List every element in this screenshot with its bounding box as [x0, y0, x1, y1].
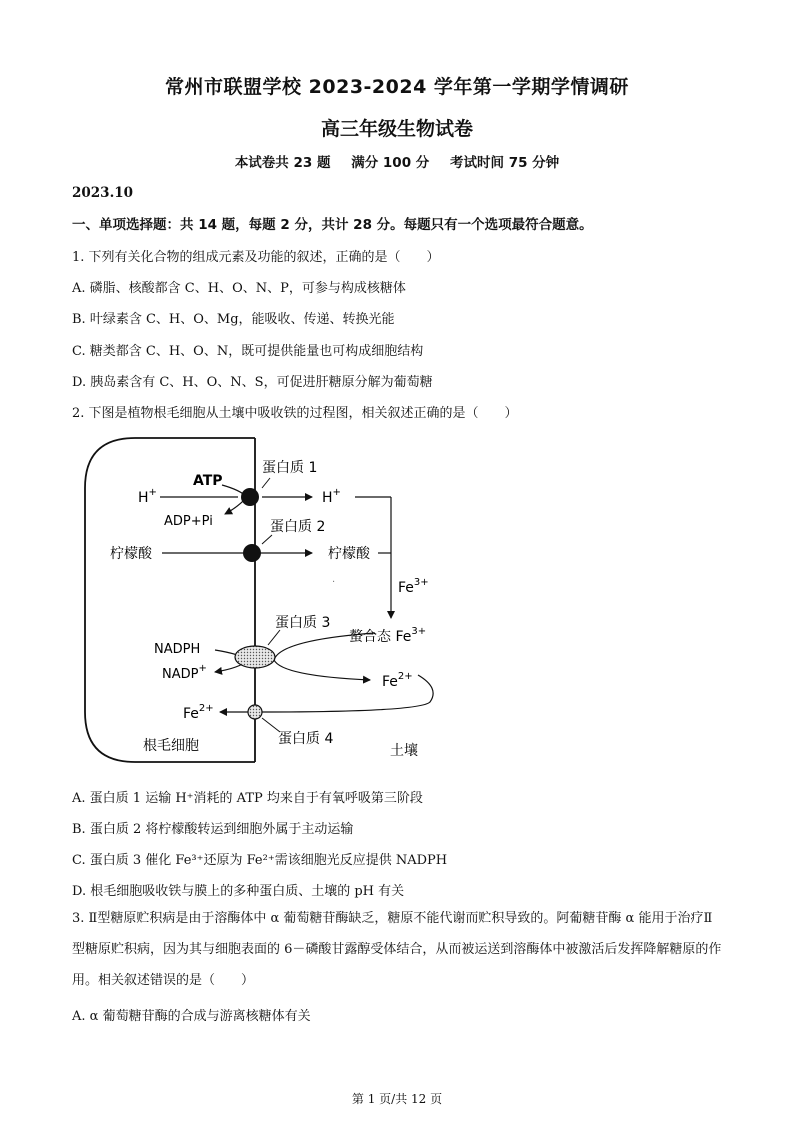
protein-3-reductase	[235, 646, 275, 668]
adp-pi-label: ADP+Pi	[164, 514, 213, 529]
atp-label: ATP	[193, 473, 223, 489]
cell-outline	[85, 438, 255, 762]
protein-4-transporter	[248, 705, 262, 719]
q3-stem: 3. Ⅱ型糖原贮积病是由于溶酶体中 α 葡萄糖苷酶缺乏，糖原不能代谢而贮积导致的。阿葡糖苷酶 α 能用于治疗Ⅱ型糖原贮积病，因为其与细胞表面的 6－磷酸甘露醇受体结合，从而被运送到溶酶体中被激活后发挥降解糖原的作用。相关叙述错误的是（ ）	[72, 911, 722, 988]
fe3-ion-label: $Fe^{3+}$	[398, 577, 429, 596]
chelated-fe3-label: 螯合态 $Fe^{3+}$	[349, 626, 427, 645]
info-time: 考试时间 75 分钟	[450, 155, 560, 171]
section-heading: 一、单项选择题：共 14 题，每题 2 分，共计 28 分。每题只有一个选项最符合题意。	[72, 217, 593, 233]
q2-stem: 2. 下图是植物根毛细胞从土壤中吸收铁的过程图，相关叙述正确的是（ ）	[72, 406, 518, 421]
protein-1-label: 蛋白质 1	[262, 460, 318, 476]
q1-option-b: B. 叶绿素含 C、H、O、Mg，能吸收、传递、转换光能	[72, 312, 395, 327]
exam-subtitle: 高三年级生物试卷	[320, 118, 473, 140]
exam-date: 2023.10	[72, 185, 134, 201]
protein-3-label: 蛋白质 3	[275, 615, 331, 631]
citric-acid-right: 柠檬酸	[328, 546, 370, 562]
info-questions: 本试卷共 23 题	[234, 155, 331, 171]
h-ion-right: H+	[322, 487, 341, 506]
citric-acid-left: 柠檬酸	[110, 546, 152, 562]
q1-stem: 1. 下列有关化合物的组成元素及功能的叙述，正确的是（ ）	[72, 250, 440, 265]
fe2-ion-right: $Fe^{2+}$	[382, 671, 413, 690]
q1-option-d: D. 胰岛素含有 C、H、O、N、S，可促进肝糖原分解为葡萄糖	[72, 375, 433, 390]
root-hair-cell-label: 根毛细胞	[143, 738, 199, 754]
q1-option-a: A. 磷脂、核酸都含 C、H、O、N、P，可参与构成核糖体	[72, 281, 406, 296]
q2-option-c: C. 蛋白质 3 催化 Fe³⁺还原为 Fe²⁺需该细胞光反应提供 NADPH	[72, 853, 448, 868]
info-score: 满分 100 分	[351, 155, 430, 171]
protein-1-transporter	[241, 488, 259, 506]
q3-option-a: A. α 葡萄糖苷酶的合成与游离核糖体有关	[72, 1009, 311, 1024]
protein-4-label: 蛋白质 4	[278, 731, 334, 747]
soil-label: 土壤	[390, 743, 418, 759]
q2-option-d: D. 根毛细胞吸收铁与膜上的多种蛋白质、土壤的 pH 有关	[72, 884, 405, 899]
fe2-ion-left: $Fe^{2+}$	[183, 703, 214, 722]
nadph-label: NADPH	[154, 642, 201, 657]
h-ion-left: H+	[138, 487, 157, 506]
svg-text:.: .	[332, 574, 336, 585]
protein-2-transporter	[243, 544, 261, 562]
q2-option-a: A. 蛋白质 1 运输 H⁺消耗的 ATP 均来自于有氧呼吸第三阶段	[72, 791, 423, 806]
q2-option-b: B. 蛋白质 2 将柠檬酸转运到细胞外属于主动运输	[72, 822, 354, 837]
page-number: 第 1 页/共 12 页	[351, 1092, 443, 1106]
exam-title: 常州市联盟学校 2023-2024 学年第一学期学情调研	[165, 76, 629, 98]
nadp-label: NADP+	[162, 663, 207, 682]
q1-option-c: C. 糖类都含 C、H、O、N，既可提供能量也可构成细胞结构	[72, 344, 424, 359]
protein-2-label: 蛋白质 2	[270, 519, 326, 535]
